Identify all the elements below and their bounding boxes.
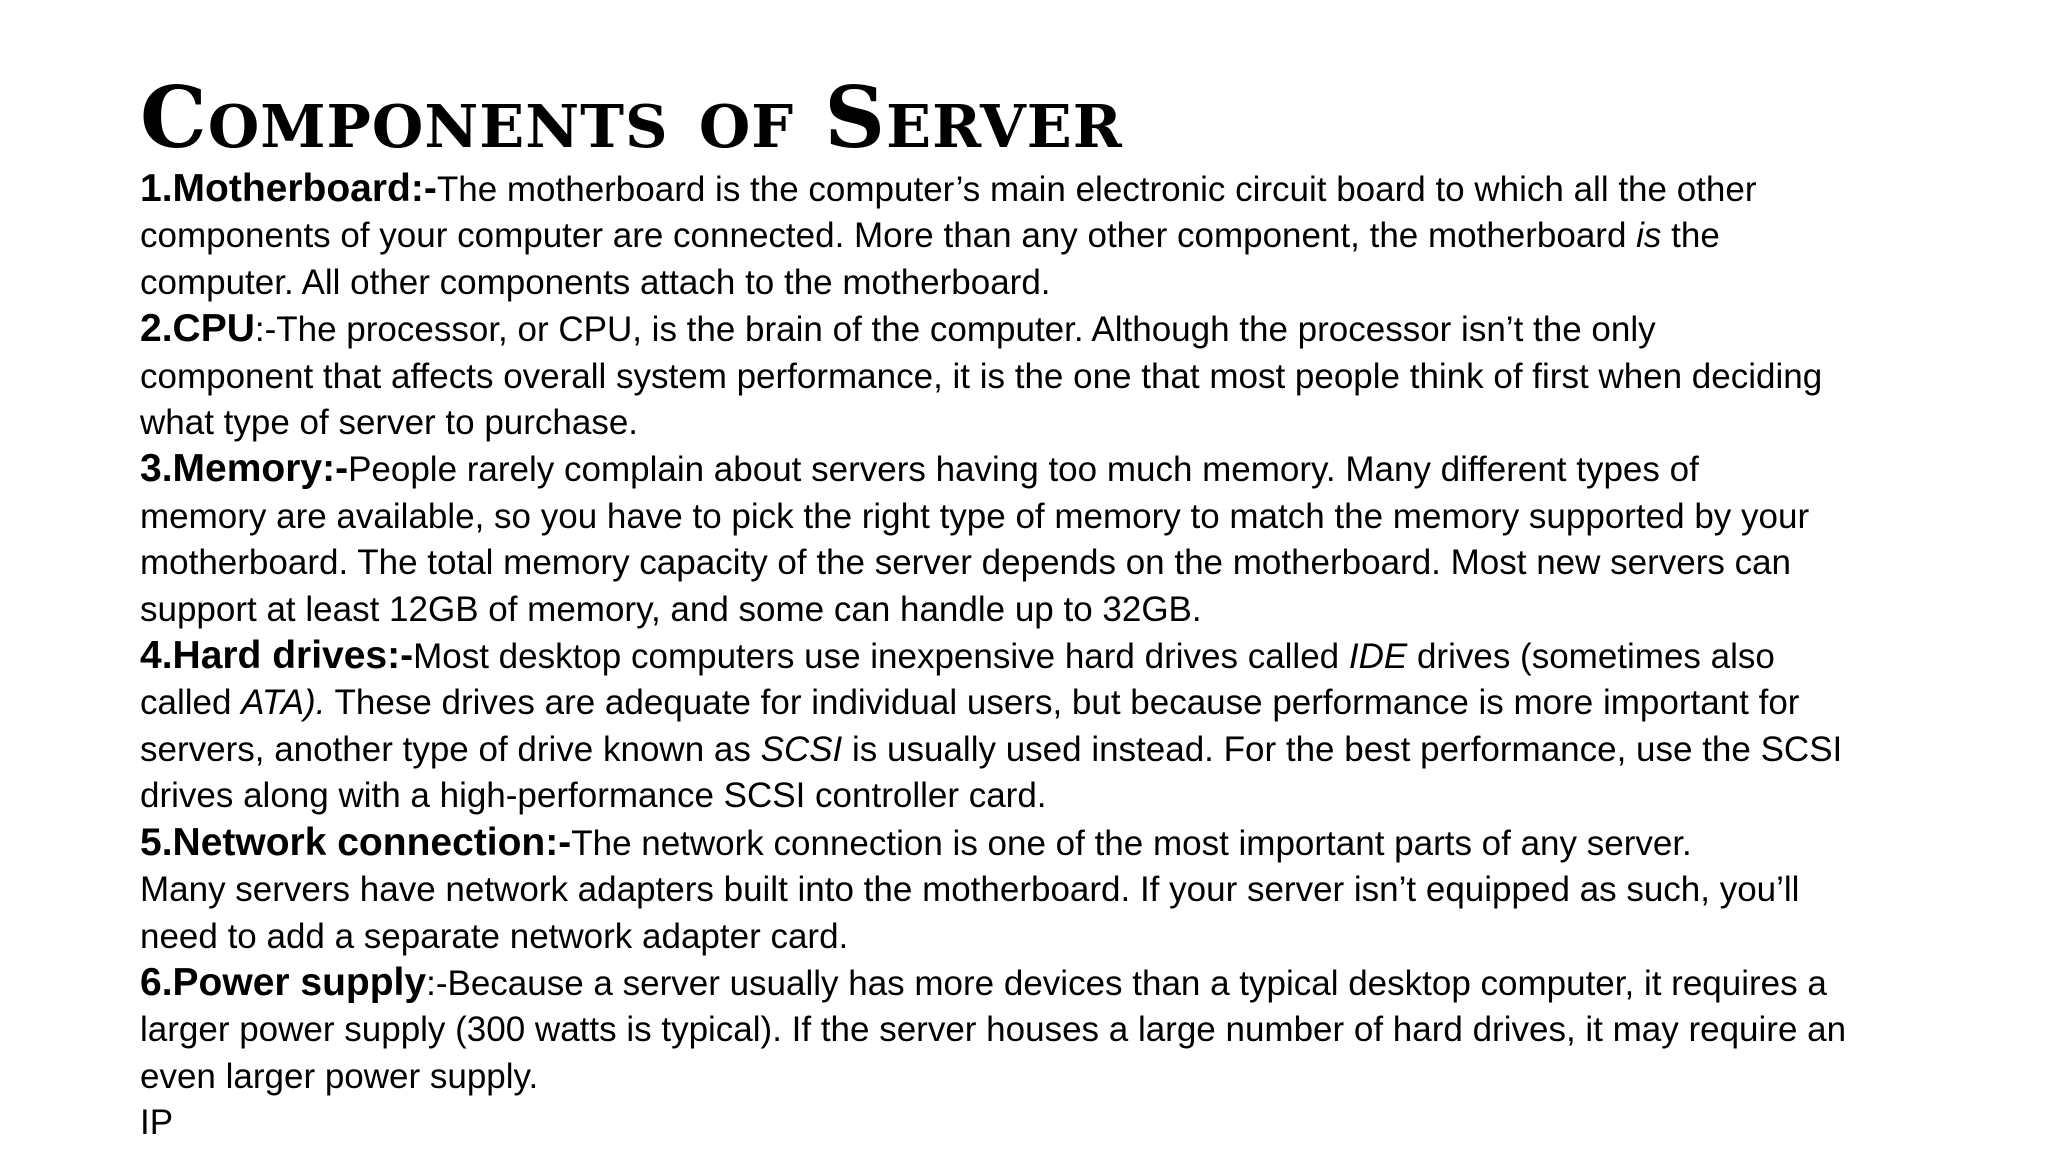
emphasis-text: IDE bbox=[1348, 637, 1408, 677]
component-line bbox=[140, 587, 1940, 633]
component-network-connection bbox=[140, 820, 1940, 960]
body-text: even larger power supply. bbox=[140, 1056, 539, 1096]
body-text: is usually used instead. For the best performance, use the SCSI bbox=[842, 729, 1843, 769]
body-text: Most desktop computers use inexpensive hard drives called bbox=[413, 637, 1349, 677]
body-text: called bbox=[140, 683, 242, 723]
component-line bbox=[140, 306, 1940, 353]
body-text: motherboard. The total memory capacity of the server depends on the motherboard. Most new servers can bbox=[140, 543, 1792, 583]
component-separator: :- bbox=[410, 167, 437, 210]
body-text: what type of server to purchase. bbox=[140, 403, 639, 443]
component-cpu bbox=[140, 306, 1940, 446]
component-separator: :- bbox=[545, 820, 572, 864]
body-text: These drives are adequate for individual users, but because performance is more important for bbox=[325, 683, 1800, 723]
component-heading: 1.Motherboard bbox=[140, 167, 411, 210]
body-text: The network connection is one of the most important parts of any server. bbox=[571, 823, 1692, 863]
component-line bbox=[140, 820, 1940, 867]
component-line bbox=[140, 213, 1940, 259]
component-separator: :- bbox=[254, 310, 277, 350]
component-separator: :- bbox=[426, 963, 448, 1003]
component-heading: 3.Memory bbox=[140, 447, 323, 491]
body-text: support at least 12GB of memory, and some can handle up to 32GB. bbox=[140, 589, 1202, 629]
emphasis-text: ATA). bbox=[241, 683, 326, 723]
component-line bbox=[140, 446, 1940, 493]
component-line bbox=[140, 260, 1940, 306]
component-line bbox=[140, 354, 1940, 400]
component-line bbox=[140, 166, 1940, 213]
body-text: computer. All other components attach to the motherboard. bbox=[140, 262, 1051, 302]
body-text: servers, another type of drive known as bbox=[140, 729, 761, 769]
component-list bbox=[140, 166, 1940, 1147]
body-text: drives (sometimes also bbox=[1407, 637, 1775, 677]
body-text: Because a server usually has more devices than a typical desktop computer, it requires a bbox=[447, 963, 1827, 1003]
component-line bbox=[140, 727, 1940, 773]
component-heading: 2.CPU bbox=[140, 307, 255, 351]
page-title: Components of Server bbox=[140, 68, 1123, 167]
component-line bbox=[140, 633, 1940, 680]
component-separator: :- bbox=[322, 447, 349, 491]
component-line bbox=[140, 1007, 1940, 1053]
body-text: The processor, or CPU, is the brain of the computer. Although the processor isn’t the only bbox=[276, 310, 1656, 350]
body-text: memory are available, so you have to pick the right type of memory to match the memory supported by your bbox=[140, 496, 1810, 536]
body-text: need to add a separate network adapter card. bbox=[140, 916, 849, 956]
component-separator: :- bbox=[387, 634, 414, 678]
component-heading: 5.Network connection bbox=[140, 820, 546, 864]
component-heading: 6.Power supply bbox=[140, 960, 427, 1004]
body-text: The motherboard is the computer’s main electronic circuit board to which all the other bbox=[436, 170, 1757, 209]
component-motherboard bbox=[140, 166, 1940, 306]
component-line bbox=[140, 680, 1940, 726]
body-text: component that affects overall system performance, it is the one that most people think of first when deciding bbox=[140, 356, 1823, 396]
body-text: People rarely complain about servers having too much memory. Many different types of bbox=[348, 450, 1699, 490]
component-hard-drives bbox=[140, 633, 1940, 820]
body-text: drives along with a high-performance SCSI controller card. bbox=[140, 776, 1047, 816]
footer-label: IP bbox=[140, 1103, 174, 1143]
component-line bbox=[140, 867, 1940, 913]
component-line bbox=[140, 494, 1940, 540]
body-text: components of your computer are connected. More than any other component, the motherboard bbox=[140, 216, 1637, 256]
body-text: the bbox=[1661, 216, 1720, 256]
component-line bbox=[140, 773, 1940, 819]
component-line bbox=[140, 960, 1940, 1007]
component-line bbox=[140, 914, 1940, 960]
component-heading: 4.Hard drives bbox=[140, 634, 388, 678]
component-memory bbox=[140, 446, 1940, 633]
component-line bbox=[140, 1054, 1940, 1100]
component-line bbox=[140, 400, 1940, 446]
body-text: Many servers have network adapters built into the motherboard. If your server isn’t equipped as such, you’ll bbox=[140, 870, 1800, 910]
body-text: larger power supply (300 watts is typical). If the server houses a large number of hard drives, it may require an bbox=[140, 1010, 1847, 1050]
emphasis-text: is bbox=[1636, 216, 1662, 256]
emphasis-text: SCSI bbox=[760, 729, 843, 769]
component-line bbox=[140, 540, 1940, 586]
component-power-supply bbox=[140, 960, 1940, 1100]
